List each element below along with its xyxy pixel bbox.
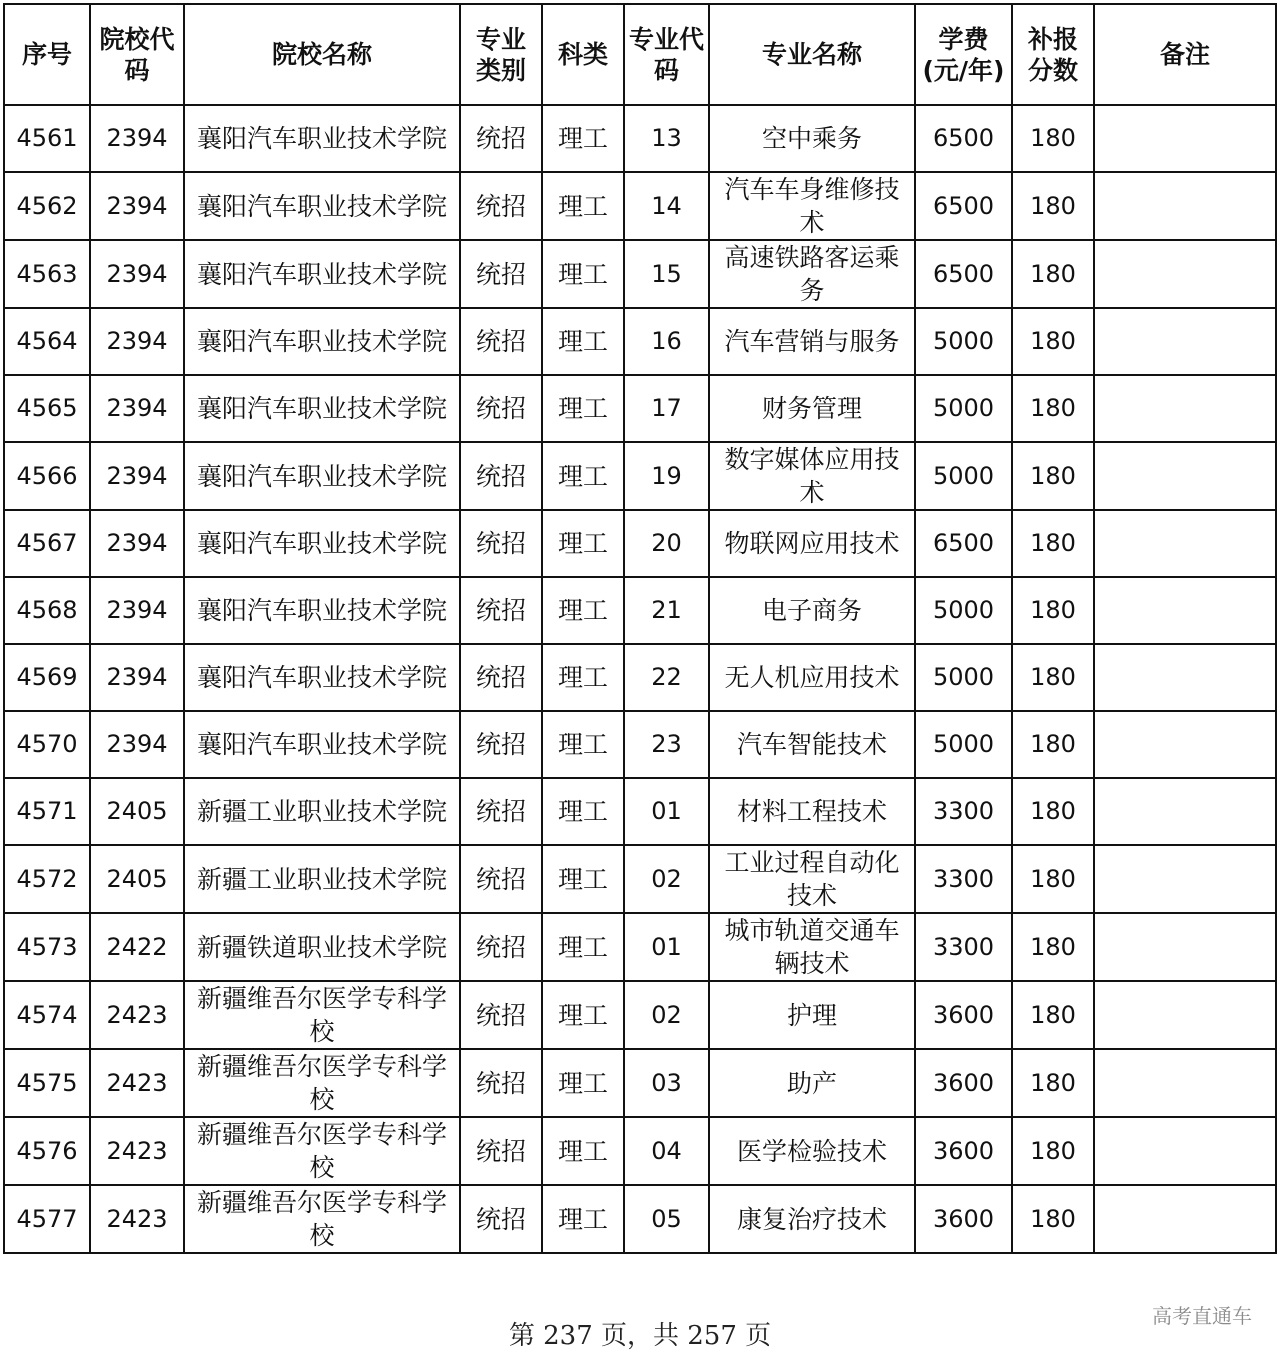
cell-major-category: 统招 <box>460 105 542 172</box>
table-row <box>4 240 1276 308</box>
table-row <box>4 1117 1276 1185</box>
cell-seq: 4565 <box>4 375 90 442</box>
cell-school-code: 2405 <box>90 845 184 913</box>
cell-seq: 4564 <box>4 308 90 375</box>
cell-remarks <box>1094 1185 1276 1253</box>
cell-tuition: 5000 <box>915 375 1012 442</box>
cell-major-name: 物联网应用技术 <box>709 510 915 577</box>
cell-score: 180 <box>1012 778 1094 845</box>
table-row <box>4 375 1276 442</box>
table-row <box>4 711 1276 778</box>
cell-school-name: 新疆铁道职业技术学院 <box>184 913 460 981</box>
cell-major-code: 03 <box>624 1049 709 1117</box>
table-row <box>4 510 1276 577</box>
cell-major-category: 统招 <box>460 845 542 913</box>
header-subject-type: 科类 <box>542 4 624 105</box>
header-major-code: 专业代码 <box>624 4 709 105</box>
cell-school-name: 襄阳汽车职业技术学院 <box>184 240 460 308</box>
cell-subject-type: 理工 <box>542 375 624 442</box>
cell-remarks <box>1094 172 1276 240</box>
cell-major-name: 电子商务 <box>709 577 915 644</box>
cell-seq: 4577 <box>4 1185 90 1253</box>
cell-subject-type: 理工 <box>542 1049 624 1117</box>
cell-school-code: 2423 <box>90 981 184 1049</box>
cell-tuition: 5000 <box>915 644 1012 711</box>
cell-major-code: 04 <box>624 1117 709 1185</box>
cell-major-category: 统招 <box>460 577 542 644</box>
watermark: 高考直通车 <box>1152 1304 1252 1328</box>
cell-tuition: 6500 <box>915 510 1012 577</box>
cell-major-name: 助产 <box>709 1049 915 1117</box>
cell-major-category: 统招 <box>460 510 542 577</box>
header-score: 补报分数 <box>1012 4 1094 105</box>
cell-subject-type: 理工 <box>542 711 624 778</box>
cell-school-code: 2394 <box>90 105 184 172</box>
cell-subject-type: 理工 <box>542 442 624 510</box>
cell-school-name: 新疆工业职业技术学院 <box>184 778 460 845</box>
page-number: 第 237 页，共 257 页 <box>508 1321 772 1351</box>
cell-major-name: 材料工程技术 <box>709 778 915 845</box>
cell-subject-type: 理工 <box>542 577 624 644</box>
table-row <box>4 105 1276 172</box>
cell-school-code: 2423 <box>90 1117 184 1185</box>
cell-remarks <box>1094 913 1276 981</box>
cell-major-code: 13 <box>624 105 709 172</box>
cell-major-category: 统招 <box>460 240 542 308</box>
cell-tuition: 3600 <box>915 1185 1012 1253</box>
cell-school-code: 2405 <box>90 778 184 845</box>
cell-school-name: 新疆维吾尔医学专科学校 <box>184 1049 460 1117</box>
cell-seq: 4576 <box>4 1117 90 1185</box>
cell-major-name: 数字媒体应用技术 <box>709 442 915 510</box>
cell-school-code: 2394 <box>90 375 184 442</box>
cell-score: 180 <box>1012 644 1094 711</box>
cell-subject-type: 理工 <box>542 510 624 577</box>
cell-subject-type: 理工 <box>542 1117 624 1185</box>
table-row <box>4 172 1276 240</box>
cell-major-code: 02 <box>624 845 709 913</box>
cell-school-name: 襄阳汽车职业技术学院 <box>184 644 460 711</box>
cell-subject-type: 理工 <box>542 105 624 172</box>
cell-remarks <box>1094 308 1276 375</box>
cell-major-code: 21 <box>624 577 709 644</box>
cell-major-code: 23 <box>624 711 709 778</box>
cell-school-code: 2394 <box>90 240 184 308</box>
cell-seq: 4567 <box>4 510 90 577</box>
cell-remarks <box>1094 778 1276 845</box>
cell-school-code: 2394 <box>90 577 184 644</box>
cell-score: 180 <box>1012 1049 1094 1117</box>
cell-tuition: 3600 <box>915 981 1012 1049</box>
cell-school-code: 2394 <box>90 308 184 375</box>
cell-score: 180 <box>1012 711 1094 778</box>
cell-major-category: 统招 <box>460 913 542 981</box>
cell-score: 180 <box>1012 981 1094 1049</box>
cell-major-name: 财务管理 <box>709 375 915 442</box>
cell-school-code: 2394 <box>90 442 184 510</box>
cell-school-name: 新疆工业职业技术学院 <box>184 845 460 913</box>
cell-seq: 4570 <box>4 711 90 778</box>
cell-major-name: 康复治疗技术 <box>709 1185 915 1253</box>
cell-score: 180 <box>1012 845 1094 913</box>
table-body <box>4 105 1276 1253</box>
cell-major-category: 统招 <box>460 375 542 442</box>
cell-remarks <box>1094 711 1276 778</box>
header-remarks: 备注 <box>1094 4 1276 105</box>
cell-score: 180 <box>1012 172 1094 240</box>
header-tuition: 学费(元/年) <box>915 4 1012 105</box>
cell-tuition: 3600 <box>915 1049 1012 1117</box>
cell-school-name: 新疆维吾尔医学专科学校 <box>184 981 460 1049</box>
cell-major-category: 统招 <box>460 778 542 845</box>
cell-remarks <box>1094 1049 1276 1117</box>
cell-seq: 4568 <box>4 577 90 644</box>
cell-tuition: 6500 <box>915 240 1012 308</box>
cell-score: 180 <box>1012 442 1094 510</box>
cell-major-name: 工业过程自动化技术 <box>709 845 915 913</box>
cell-remarks <box>1094 577 1276 644</box>
cell-seq: 4562 <box>4 172 90 240</box>
table-row <box>4 778 1276 845</box>
cell-tuition: 5000 <box>915 308 1012 375</box>
cell-school-name: 襄阳汽车职业技术学院 <box>184 375 460 442</box>
cell-major-code: 05 <box>624 1185 709 1253</box>
cell-score: 180 <box>1012 510 1094 577</box>
cell-major-code: 19 <box>624 442 709 510</box>
cell-score: 180 <box>1012 1117 1094 1185</box>
cell-seq: 4571 <box>4 778 90 845</box>
cell-remarks <box>1094 510 1276 577</box>
cell-major-category: 统招 <box>460 1049 542 1117</box>
cell-tuition: 3300 <box>915 913 1012 981</box>
cell-major-name: 汽车车身维修技术 <box>709 172 915 240</box>
cell-school-code: 2394 <box>90 510 184 577</box>
cell-school-name: 新疆维吾尔医学专科学校 <box>184 1117 460 1185</box>
cell-major-code: 01 <box>624 913 709 981</box>
cell-school-name: 新疆维吾尔医学专科学校 <box>184 1185 460 1253</box>
cell-score: 180 <box>1012 375 1094 442</box>
cell-major-code: 14 <box>624 172 709 240</box>
cell-seq: 4575 <box>4 1049 90 1117</box>
cell-seq: 4566 <box>4 442 90 510</box>
cell-major-category: 统招 <box>460 1185 542 1253</box>
cell-school-code: 2423 <box>90 1185 184 1253</box>
header-major-name: 专业名称 <box>709 4 915 105</box>
table-header-row <box>4 4 1276 105</box>
cell-major-name: 无人机应用技术 <box>709 644 915 711</box>
cell-score: 180 <box>1012 1185 1094 1253</box>
cell-school-name: 襄阳汽车职业技术学院 <box>184 308 460 375</box>
cell-major-name: 高速铁路客运乘务 <box>709 240 915 308</box>
cell-seq: 4572 <box>4 845 90 913</box>
cell-seq: 4573 <box>4 913 90 981</box>
cell-major-category: 统招 <box>460 442 542 510</box>
cell-remarks <box>1094 1117 1276 1185</box>
table-row <box>4 981 1276 1049</box>
cell-seq: 4561 <box>4 105 90 172</box>
cell-tuition: 5000 <box>915 711 1012 778</box>
cell-school-name: 襄阳汽车职业技术学院 <box>184 711 460 778</box>
cell-seq: 4569 <box>4 644 90 711</box>
cell-school-code: 2422 <box>90 913 184 981</box>
cell-remarks <box>1094 240 1276 308</box>
cell-major-category: 统招 <box>460 711 542 778</box>
cell-school-code: 2394 <box>90 711 184 778</box>
header-major-category: 专业类别 <box>460 4 542 105</box>
table-row <box>4 845 1276 913</box>
cell-major-category: 统招 <box>460 981 542 1049</box>
cell-subject-type: 理工 <box>542 913 624 981</box>
cell-subject-type: 理工 <box>542 981 624 1049</box>
cell-major-name: 护理 <box>709 981 915 1049</box>
cell-major-code: 20 <box>624 510 709 577</box>
header-seq: 序号 <box>4 4 90 105</box>
header-school-code: 院校代码 <box>90 4 184 105</box>
cell-score: 180 <box>1012 577 1094 644</box>
cell-seq: 4563 <box>4 240 90 308</box>
cell-major-code: 16 <box>624 308 709 375</box>
table-row <box>4 308 1276 375</box>
table-row <box>4 577 1276 644</box>
cell-subject-type: 理工 <box>542 845 624 913</box>
cell-tuition: 3300 <box>915 845 1012 913</box>
cell-remarks <box>1094 105 1276 172</box>
cell-subject-type: 理工 <box>542 240 624 308</box>
admission-table <box>3 3 1277 1254</box>
cell-major-category: 统招 <box>460 644 542 711</box>
cell-subject-type: 理工 <box>542 308 624 375</box>
cell-score: 180 <box>1012 913 1094 981</box>
table-row <box>4 913 1276 981</box>
cell-remarks <box>1094 375 1276 442</box>
cell-school-name: 襄阳汽车职业技术学院 <box>184 105 460 172</box>
cell-tuition: 6500 <box>915 172 1012 240</box>
cell-subject-type: 理工 <box>542 1185 624 1253</box>
cell-remarks <box>1094 442 1276 510</box>
cell-score: 180 <box>1012 105 1094 172</box>
cell-school-name: 襄阳汽车职业技术学院 <box>184 577 460 644</box>
cell-school-code: 2394 <box>90 644 184 711</box>
cell-score: 180 <box>1012 240 1094 308</box>
table-row <box>4 1049 1276 1117</box>
cell-major-name: 空中乘务 <box>709 105 915 172</box>
cell-school-name: 襄阳汽车职业技术学院 <box>184 172 460 240</box>
cell-score: 180 <box>1012 308 1094 375</box>
cell-major-name: 汽车智能技术 <box>709 711 915 778</box>
cell-subject-type: 理工 <box>542 644 624 711</box>
cell-subject-type: 理工 <box>542 172 624 240</box>
cell-major-category: 统招 <box>460 308 542 375</box>
cell-seq: 4574 <box>4 981 90 1049</box>
cell-major-code: 02 <box>624 981 709 1049</box>
cell-remarks <box>1094 845 1276 913</box>
cell-major-code: 17 <box>624 375 709 442</box>
cell-major-category: 统招 <box>460 172 542 240</box>
cell-major-name: 城市轨道交通车辆技术 <box>709 913 915 981</box>
cell-major-code: 01 <box>624 778 709 845</box>
cell-major-code: 15 <box>624 240 709 308</box>
cell-tuition: 5000 <box>915 442 1012 510</box>
cell-school-code: 2423 <box>90 1049 184 1117</box>
cell-major-name: 医学检验技术 <box>709 1117 915 1185</box>
cell-school-name: 襄阳汽车职业技术学院 <box>184 442 460 510</box>
table-row <box>4 442 1276 510</box>
table-row <box>4 1185 1276 1253</box>
cell-major-name: 汽车营销与服务 <box>709 308 915 375</box>
cell-remarks <box>1094 644 1276 711</box>
header-school-name: 院校名称 <box>184 4 460 105</box>
cell-tuition: 5000 <box>915 577 1012 644</box>
cell-tuition: 3300 <box>915 778 1012 845</box>
cell-school-code: 2394 <box>90 172 184 240</box>
table-row <box>4 644 1276 711</box>
cell-major-category: 统招 <box>460 1117 542 1185</box>
cell-school-name: 襄阳汽车职业技术学院 <box>184 510 460 577</box>
cell-tuition: 3600 <box>915 1117 1012 1185</box>
cell-tuition: 6500 <box>915 105 1012 172</box>
cell-remarks <box>1094 981 1276 1049</box>
cell-subject-type: 理工 <box>542 778 624 845</box>
cell-major-code: 22 <box>624 644 709 711</box>
